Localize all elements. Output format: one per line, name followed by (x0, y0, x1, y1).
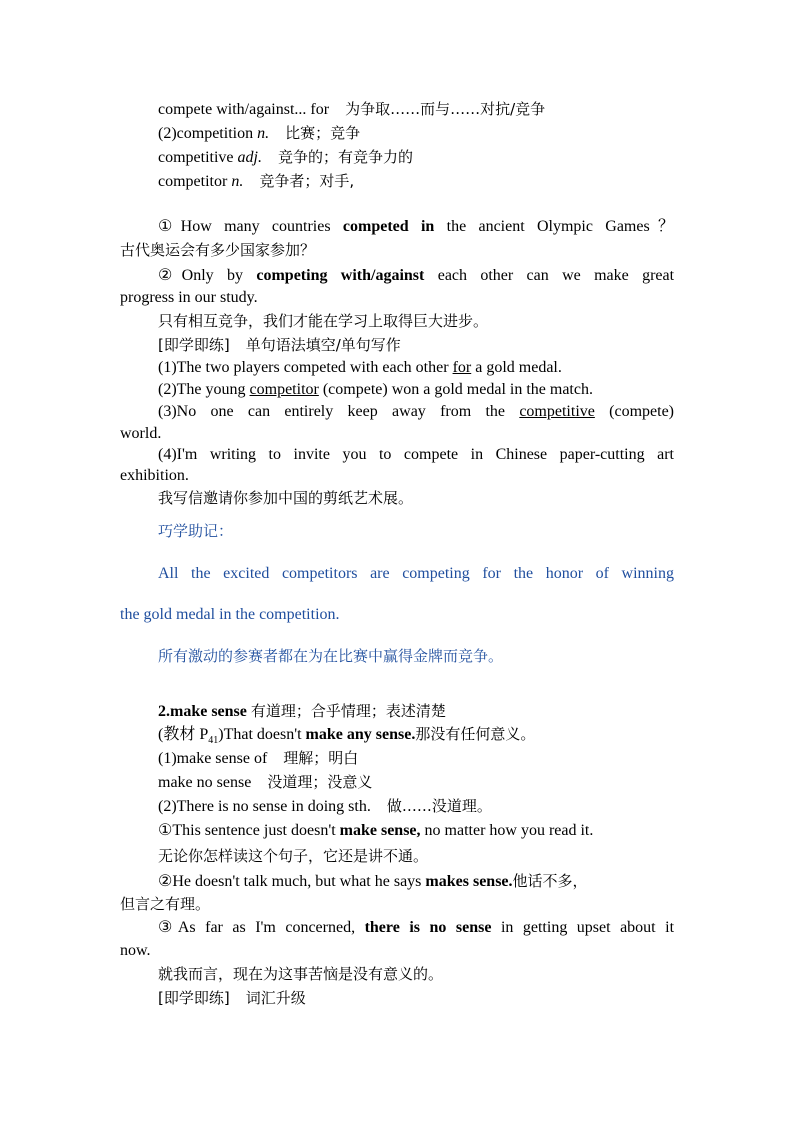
practice-translation: 我写信邀请你参加中国的剪纸艺术展。 (158, 489, 414, 507)
part-of-speech: n. (257, 125, 270, 142)
source-translation: 那没有任何意义。 (415, 725, 536, 743)
example-text: now. (120, 942, 151, 959)
practice-title: 词汇升级 (245, 989, 306, 1007)
definition-line (158, 771, 674, 794)
key-phrase: competed in (342, 218, 435, 235)
example-translation: 古代奥运会有多少国家参加？ (120, 241, 316, 259)
practice-item (158, 379, 674, 401)
example-text: the ancient Olympic Games？ (446, 218, 675, 235)
example-sentence (158, 870, 674, 893)
item-text: (1)The two players competed with each other (158, 359, 449, 376)
example-text: ②He doesn't talk much, but what he says (158, 873, 422, 890)
chinese-meaning: 理解；明白 (283, 749, 359, 767)
practice-item: (4)I'm writing to invite you to compete in Chinese paper-cutting art (158, 446, 674, 463)
phrase-text: (1)make sense of (158, 750, 268, 767)
example-text: in getting upset about it (500, 919, 675, 936)
example-text: ①How many countries (158, 218, 331, 235)
part-of-speech: n. (231, 173, 244, 190)
item-text: (compete) (609, 403, 675, 420)
memory-tip-sentence: All the excited competitors are competing for the honor of winning (158, 565, 674, 582)
memory-tip-translation: 所有激动的参赛者都在为在比赛中赢得金牌而竞争。 (158, 647, 504, 665)
chinese-meaning: 比赛；竞争 (285, 124, 361, 142)
item-text: (3)No one can entirely keep away from the (158, 403, 506, 420)
definition-line (158, 146, 674, 169)
key-phrase: make any sense. (305, 726, 416, 743)
item-text: a gold medal. (475, 359, 562, 376)
practice-item (158, 401, 674, 423)
section-number: 2. (158, 703, 170, 720)
practice-title: 单句语法填空/单句写作 (245, 336, 401, 354)
practice-item (158, 357, 674, 379)
section-phrase: make sense (170, 703, 247, 720)
example-translation: 他话不多， (512, 872, 588, 890)
answer: for (452, 359, 472, 376)
definition-line (158, 747, 674, 770)
practice-heading (158, 334, 674, 357)
example-text: progress in our study. (120, 289, 258, 306)
example-translation: 无论你怎样读这个句子，它还是讲不通。 (158, 847, 429, 865)
example-sentence (158, 820, 674, 842)
example-text: each other can we make great (437, 267, 675, 284)
chinese-meaning: 竞争的；有竞争力的 (277, 148, 413, 166)
chinese-meaning: 为争取……而与……对抗/竞争 (345, 100, 546, 118)
item-text: (compete) won a gold medal in the match. (322, 381, 593, 398)
page-number: 41 (208, 735, 219, 747)
practice-label: [即学即练] (158, 989, 230, 1007)
definition-line (158, 170, 674, 193)
phrase-text: compete with/against... for (158, 101, 330, 118)
example-translation: 就我而言，现在为这事苦恼是没有意义的。 (158, 965, 444, 983)
example-text: ②Only by (158, 267, 244, 284)
example-text: ①This sentence just doesn't (158, 822, 336, 839)
item-text: exhibition. (120, 467, 189, 484)
word-text: (2)competition (158, 125, 254, 142)
memory-tip-sentence: the gold medal in the competition. (120, 606, 340, 623)
memory-tip-label: 巧学助记： (158, 522, 234, 540)
source-label: (教材 P (158, 726, 209, 743)
key-phrase: competing with/against (256, 267, 425, 284)
phrase-text: (2)There is no sense in doing sth. (158, 798, 371, 815)
definition-line (158, 98, 674, 121)
item-text: (2)The young (158, 381, 246, 398)
example-sentence (158, 216, 674, 238)
example-text: ③As far as I'm concerned, (158, 919, 356, 936)
chinese-meaning: 没道理；没意义 (267, 773, 373, 791)
phrase-text: make no sense (158, 774, 252, 791)
practice-heading (158, 987, 674, 1010)
practice-label: [即学即练] (158, 336, 230, 354)
example-text: no matter how you read it. (424, 822, 594, 839)
answer: competitor (249, 381, 319, 398)
source-text: )That doesn't (218, 726, 302, 743)
section-heading (158, 700, 674, 723)
key-phrase: makes sense. (425, 873, 513, 890)
part-of-speech: adj. (237, 149, 262, 166)
section-meaning: 有道理；合乎情理；表述清楚 (250, 702, 446, 720)
example-translation: 只有相互竞争，我们才能在学习上取得巨大进步。 (158, 312, 489, 330)
key-phrase: there is no sense (364, 919, 492, 936)
example-sentence (158, 265, 674, 287)
example-translation: 但言之有理。 (120, 895, 211, 913)
word-text: competitive (158, 149, 234, 166)
chinese-meaning: 做……没道理。 (386, 797, 492, 815)
item-text: world. (120, 425, 162, 442)
key-phrase: make sense, (339, 822, 421, 839)
word-text: competitor (158, 173, 228, 190)
definition-line (158, 122, 674, 145)
definition-line (158, 795, 674, 818)
example-sentence (158, 917, 674, 939)
chinese-meaning: 竞争者；对手, (259, 172, 355, 190)
answer: competitive (519, 403, 595, 420)
